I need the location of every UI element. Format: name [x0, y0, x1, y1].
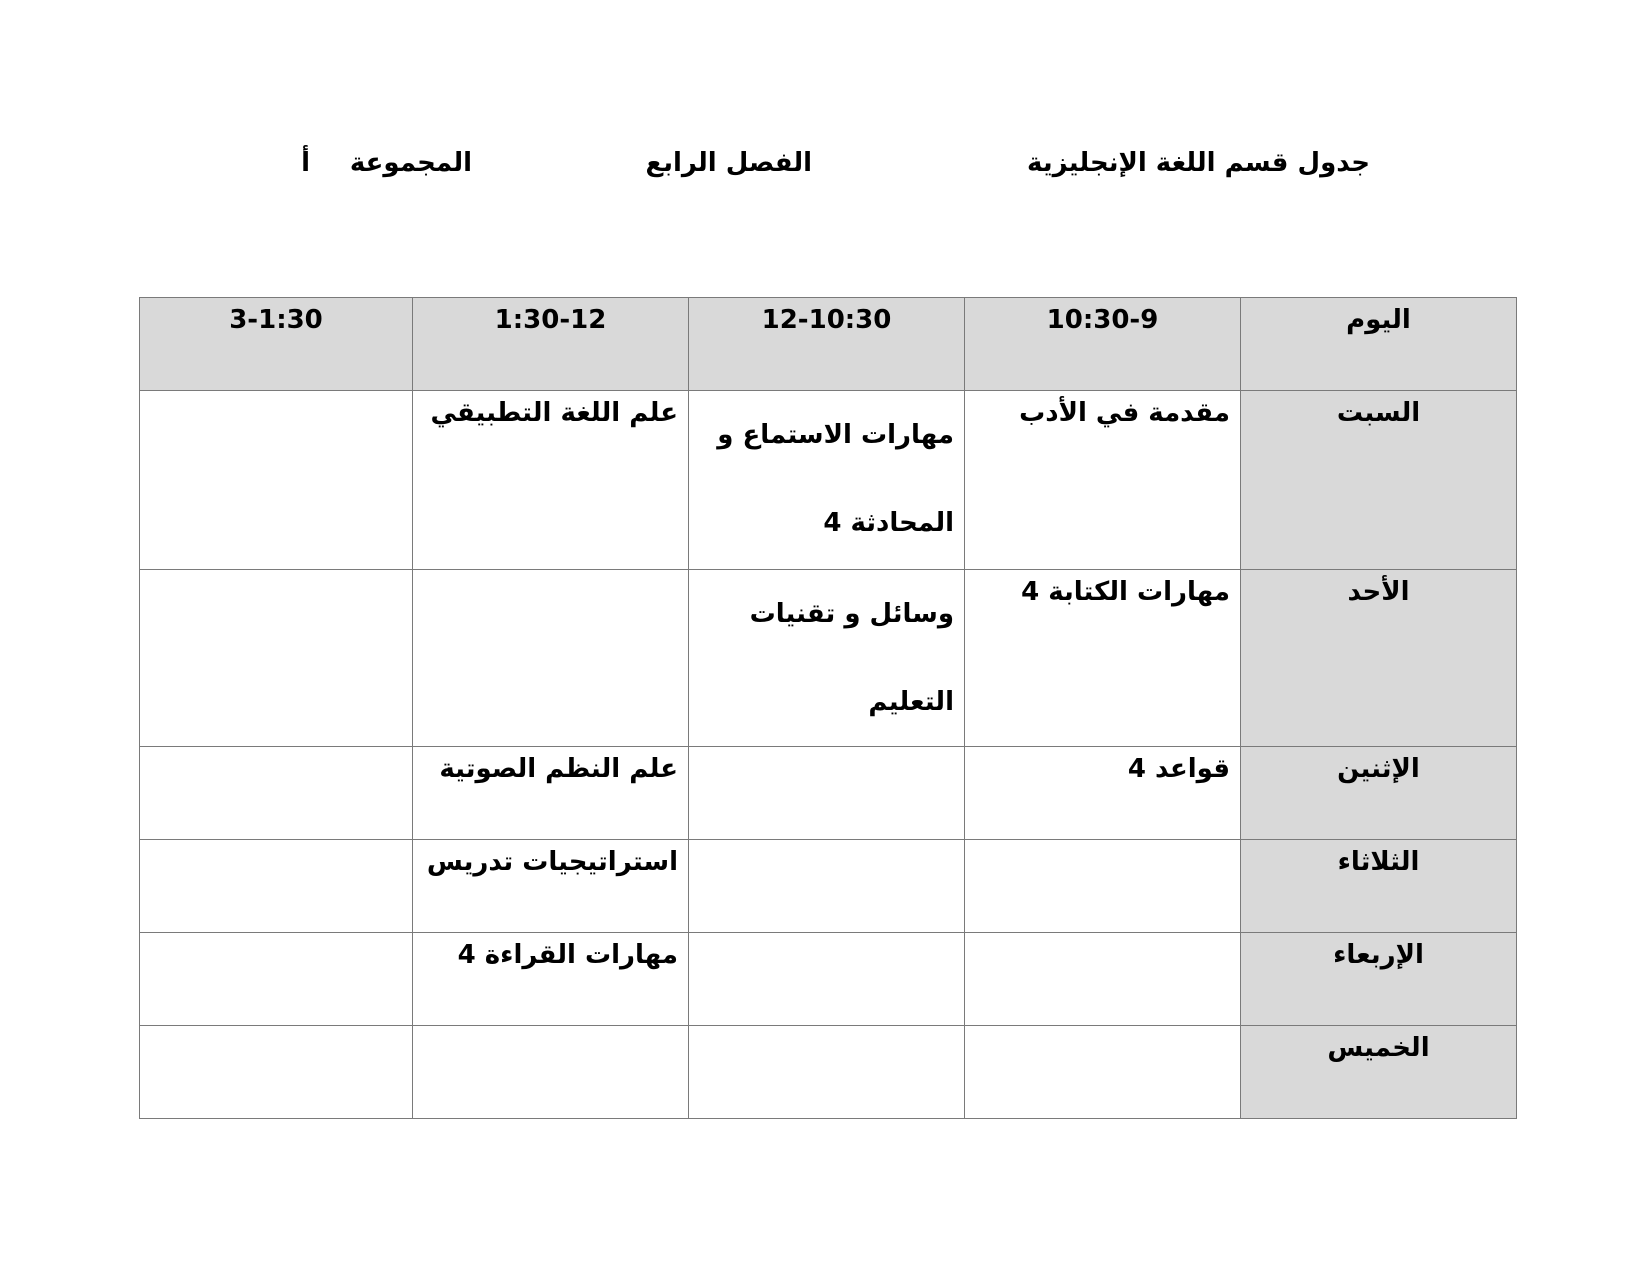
document-header [0, 148, 1650, 188]
class-cell: مهارات الكتابة 4 [965, 570, 1241, 747]
class-cell [689, 1026, 965, 1119]
class-cell [965, 840, 1241, 933]
group-label: المجموعة [349, 148, 472, 178]
table-row [140, 933, 1517, 1026]
class-cell: مقدمة في الأدب [965, 391, 1241, 570]
class-cell [140, 1026, 413, 1119]
class-cell: قواعد 4 [965, 747, 1241, 840]
class-cell [140, 570, 413, 747]
class-cell [413, 570, 689, 747]
class-cell [689, 840, 965, 933]
class-cell [140, 747, 413, 840]
table-row [140, 391, 1517, 570]
class-cell [140, 840, 413, 933]
class-cell [965, 933, 1241, 1026]
group-value: أ [301, 148, 310, 178]
column-header-day: اليوم [1241, 298, 1517, 391]
class-cell [689, 747, 965, 840]
column-header-slot-2: 12-10:30 [689, 298, 965, 391]
column-header-slot-3: 1:30-12 [413, 298, 689, 391]
class-cell: مهارات القراءة 4 [413, 933, 689, 1026]
table-row [140, 570, 1517, 747]
semester-label: الفصل الرابع [645, 148, 812, 178]
day-cell: الخميس [1241, 1026, 1517, 1119]
class-cell: وسائل و تقنيات التعليم [689, 570, 965, 747]
day-cell: الإربعاء [1241, 933, 1517, 1026]
class-cell: علم اللغة التطبيقي [413, 391, 689, 570]
table-row [140, 840, 1517, 933]
class-cell [413, 1026, 689, 1119]
day-cell: الأحد [1241, 570, 1517, 747]
schedule-title: جدول قسم اللغة الإنجليزية [1027, 148, 1370, 178]
class-cell [140, 391, 413, 570]
column-header-slot-1: 10:30-9 [965, 298, 1241, 391]
class-cell [689, 933, 965, 1026]
class-cell: علم النظم الصوتية [413, 747, 689, 840]
day-cell: الإثنين [1241, 747, 1517, 840]
day-cell: الثلاثاء [1241, 840, 1517, 933]
class-cell: استراتيجيات تدريس [413, 840, 689, 933]
class-cell [140, 933, 413, 1026]
schedule-table [139, 297, 1517, 1119]
class-cell [965, 1026, 1241, 1119]
day-cell: السبت [1241, 391, 1517, 570]
table-header-row [140, 298, 1517, 391]
class-cell: مهارات الاستماع و المحادثة 4 [689, 391, 965, 570]
column-header-slot-4: 3-1:30 [140, 298, 413, 391]
table-row [140, 747, 1517, 840]
table-row [140, 1026, 1517, 1119]
